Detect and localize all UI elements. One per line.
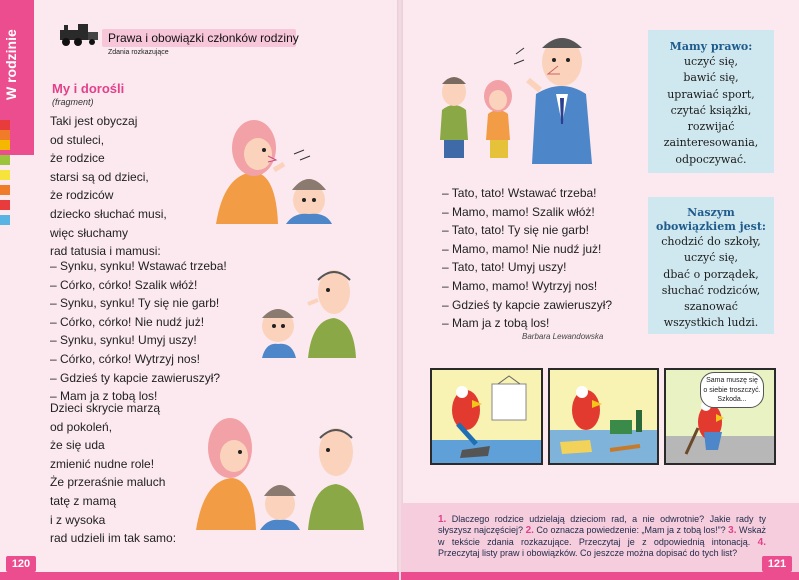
- question-number: 2.: [525, 525, 534, 537]
- page-number-right: 121: [762, 556, 792, 572]
- rights-item: uprawiać sport,: [667, 87, 755, 101]
- stanza-1: [50, 112, 167, 261]
- verse-line: – Gdzieś ty kapcie zawieruszył?: [50, 370, 221, 385]
- question-text: Wskaż w tekście zdania rozkazujące. Przeczytaj je z odpowiednią intonacją.: [438, 525, 766, 547]
- verse-line: od stuleci,: [50, 132, 105, 147]
- verse-line: – Tato, tato! Wstawać trzeba!: [442, 186, 597, 200]
- question-text: Co oznacza powiedzenie: „Mam ja z tobą los!”?: [533, 525, 729, 536]
- poem-title: My i dorośli: [52, 81, 125, 96]
- verse-line: rad udzieli im tak samo:: [50, 531, 177, 546]
- rights-item: rozwijać: [687, 120, 735, 134]
- color-strip-orange: [0, 130, 10, 140]
- duties-title-line1: Naszym: [687, 206, 735, 219]
- verse-line: – Tato, tato! Ty się nie garb!: [442, 223, 589, 238]
- bubble-line: o siebie troszczyć.: [703, 386, 761, 394]
- color-strip-yellow: [0, 140, 10, 150]
- mother-and-son-illustration: [214, 112, 334, 224]
- verse-line: od pokoleń,: [50, 419, 113, 434]
- question-number: 1.: [438, 514, 447, 525]
- page-number-left: 120: [6, 556, 36, 572]
- duties-box: [648, 197, 774, 334]
- duties-item: chodzić do szkoły,: [661, 235, 761, 248]
- poem-fragment-note: (fragment): [52, 97, 94, 107]
- verse-line: – Synku, synku! Ty się nie garb!: [50, 296, 220, 311]
- questions-text: [438, 514, 766, 560]
- lesson-title: Prawa i obowiązki członków rodziny: [108, 31, 299, 45]
- rights-item: odpoczywać.: [675, 152, 747, 166]
- rights-item: bawić się,: [683, 71, 739, 85]
- question-number: 3.: [728, 525, 737, 537]
- verse-line: – Córko, córko! Szalik włóż!: [50, 277, 198, 292]
- rights-item: zainteresowania,: [663, 136, 759, 150]
- verse-line: że rodzice: [50, 151, 105, 166]
- color-strip-orange-2: [0, 185, 10, 195]
- verse-line: – Córko, córko! Wytrzyj nos!: [50, 351, 200, 366]
- duties-item: uczyć się,: [683, 251, 739, 265]
- color-strip-lemon: [0, 170, 10, 180]
- verse-line: zmienić nudne role!: [50, 456, 155, 471]
- verse-line: że rodziców: [50, 188, 114, 203]
- comic-panel-1: [430, 368, 543, 465]
- color-strip-green: [0, 155, 10, 165]
- book-spine: [397, 0, 403, 580]
- rights-item: uczyć się,: [683, 55, 739, 68]
- duties-item: szanować: [684, 300, 738, 314]
- verse-line: Że przeraśnie maluch: [50, 475, 166, 490]
- color-strip-blue: [0, 215, 10, 225]
- verse-line: – Mamo, mamo! Nie nudź już!: [442, 241, 602, 256]
- family-arguing-illustration: [196, 408, 366, 530]
- lesson-subtitle: Zdania rozkazujące: [108, 49, 169, 56]
- rights-box: [648, 30, 774, 173]
- bubble-line: Szkoda...: [717, 396, 747, 403]
- verse-line: – Synku, synku! Wstawać trzeba!: [50, 259, 227, 273]
- verse-line: – Synku, synku! Umyj uszy!: [50, 333, 197, 348]
- verse-line: – Gdzieś ty kapcie zawieruszył?: [442, 297, 613, 312]
- verse-line: i z wysoka: [50, 512, 106, 527]
- duties-title-line2: obowiązkiem jest:: [656, 220, 766, 233]
- verse-line: – Mamo, mamo! Szalik włóż!: [442, 204, 595, 219]
- verse-line: starsi są od dzieci,: [50, 169, 149, 184]
- bubble-line: Sama muszę się: [706, 377, 758, 384]
- verse-line: dziecko słuchać musi,: [50, 206, 167, 221]
- duties-item: dbać o porządek,: [663, 267, 759, 281]
- rights-item: czytać książki,: [670, 103, 752, 117]
- poem-author: Barbara Lewandowska: [522, 332, 604, 341]
- stanza-3: [50, 399, 176, 548]
- question-text: Przeczytaj listy praw i obowiązków. Co jeszcze można dopisać do tych list?: [438, 548, 738, 559]
- verse-line: – Mam ja z tobą los!: [50, 389, 158, 404]
- verse-line: Dzieci skrycie marzą: [50, 401, 161, 415]
- parrot-cooking-illustration: [550, 370, 659, 465]
- verse-line: że się uda: [50, 438, 105, 453]
- duties-item: słuchać rodziców,: [661, 283, 761, 297]
- train-icon: [56, 22, 102, 48]
- question-number: 4.: [757, 536, 766, 548]
- question-text: Dlaczego rodzice udzielają dzieciom rad, a nie odwrotnie? Jakie rady ty słyszysz najczęściej?: [438, 514, 766, 536]
- son-and-father-illustration: [256, 262, 356, 358]
- verse-line: Taki jest obyczaj: [50, 114, 138, 128]
- speech-bubble: [700, 372, 764, 408]
- verse-line: rad tatusia i mamusi:: [50, 244, 161, 259]
- stanza-4: [442, 184, 612, 333]
- stanza-2: [50, 257, 227, 406]
- verse-line: więc słuchamy: [50, 225, 129, 240]
- verse-line: – Mam ja z tobą los!: [442, 316, 550, 331]
- verse-line: – Tato, tato! Umyj uszy!: [442, 260, 567, 275]
- chapter-tab-label: W rodzinie: [3, 29, 19, 100]
- parrot-ironing-illustration: [432, 370, 543, 465]
- verse-line: – Córko, córko! Nie nudź już!: [50, 314, 205, 329]
- rights-title: Mamy prawo:: [669, 40, 753, 53]
- comic-panel-2: [548, 368, 659, 465]
- right-footer-bar: [401, 572, 799, 580]
- verse-line: – Mamo, mamo! Wytrzyj nos!: [442, 278, 598, 293]
- left-footer-bar: [0, 572, 399, 580]
- father-scolding-children-illustration: [436, 14, 622, 164]
- color-strip-red: [0, 120, 10, 130]
- verse-line: tatę z mamą: [50, 493, 117, 508]
- duties-item: wszystkich ludzi.: [663, 316, 759, 330]
- color-strip-red-2: [0, 200, 10, 210]
